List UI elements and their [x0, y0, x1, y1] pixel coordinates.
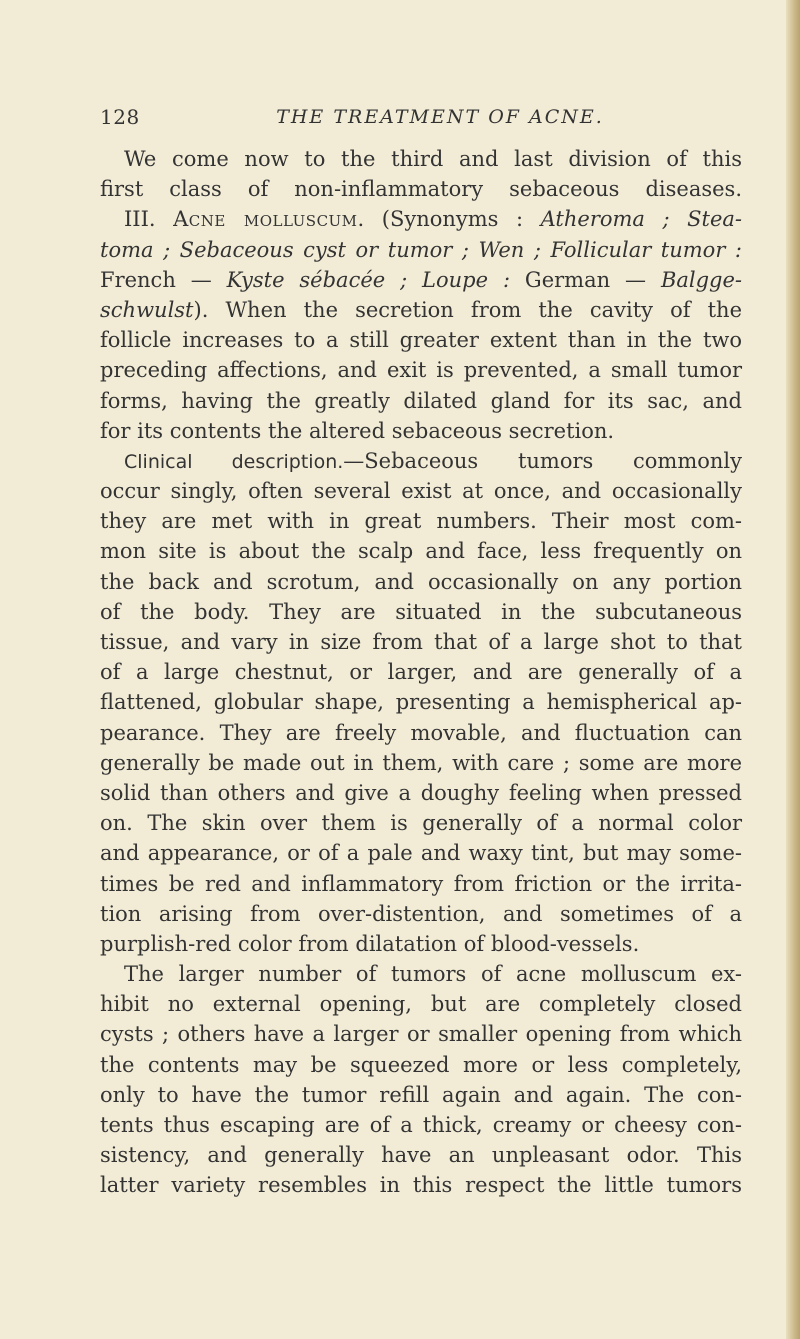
italic-text: Kyste sébacée ; Loupe : [226, 267, 511, 292]
text-line: of a large chestnut, or larger, and are generally of a [100, 660, 742, 685]
text-line: times be red and inflammatory from friction or the irrita- [100, 871, 742, 896]
body-text [100, 144, 742, 1201]
text-line: on. The skin over them is generally of a normal color [100, 811, 742, 836]
text-line: occur singly, often several exist at once, and occasionally [100, 479, 742, 504]
page-edge [786, 0, 800, 1339]
italic-text: toma ; Sebaceous cyst or tumor ; Wen ; Follicular tumor : [100, 237, 742, 262]
italic-text: Balgge- [660, 267, 743, 292]
running-head: THE TREATMENT OF ACNE. [276, 106, 604, 128]
italic-text: schwulst [100, 297, 194, 322]
text-line [100, 235, 742, 265]
text-line: tents thus escaping are of a thick, creamy or cheesy con- [100, 1113, 742, 1137]
text-line: follicle increases to a still greater extent than in the two [100, 328, 742, 353]
page-number: 128 [100, 105, 140, 129]
text-line [100, 204, 742, 234]
text-run: German — [510, 267, 661, 292]
text-line: mon site is about the scalp and face, less frequently on [100, 539, 742, 564]
text-line: hibit no external opening, but are completely closed [100, 992, 742, 1017]
text-line: sistency, and generally have an unpleasant odor. This [100, 1143, 742, 1168]
text-line: forms, having the greatly dilated gland for its sac, and [100, 388, 742, 413]
text-run: . (Synonyms : [357, 207, 541, 232]
section-heading: Clinical description. [124, 450, 344, 473]
text-line: flattened, globular shape, presenting a hemispherical ap- [100, 690, 742, 715]
text-line: tion arising from over-distention, and sometimes of a [100, 901, 742, 926]
term-small-caps: Acne molluscum [173, 207, 358, 232]
page-header [100, 105, 740, 135]
text-line: solid than others and give a doughy feeling when pressed [100, 780, 742, 805]
text-line: We come now to the third and last division of this [124, 147, 742, 171]
text-line: purplish-red color from dilatation of blood-vessels. [100, 931, 640, 956]
text-line: The larger number of tumors of acne molluscum ex- [124, 962, 742, 987]
text-run: ). When the secretion from the cavity of the [193, 297, 742, 322]
text-line: latter variety resembles in this respect the little tumors [100, 1173, 742, 1198]
text-line: the back and scrotum, and occasionally on any portion [100, 569, 742, 594]
text-line: preceding affections, and exit is prevented, a small tumor [100, 358, 742, 383]
text-line: cysts ; others have a larger or smaller opening from which [100, 1022, 742, 1047]
text-run: French — [100, 267, 227, 292]
text-line [100, 295, 742, 325]
text-line [100, 446, 742, 476]
text-line: for its contents the altered sebaceous secretion. [100, 418, 615, 443]
text-line: only to have the tumor refill again and again. The con- [100, 1082, 742, 1107]
text-line: pearance. They are freely movable, and fluctuation can [100, 720, 742, 745]
text-line: they are met with in great numbers. Their most com- [100, 509, 742, 534]
italic-text: Atheroma ; Stea- [540, 207, 742, 232]
text-line: first class of non-inflammatory sebaceous diseases. [100, 177, 742, 202]
text-run: —Sebaceous tumors commonly [343, 448, 742, 473]
text-line [100, 265, 742, 295]
text-line: and appearance, or of a pale and waxy tint, but may some- [100, 841, 742, 866]
text-line: of the body. They are situated in the subcutaneous [100, 599, 742, 624]
text-line: generally be made out in them, with care ; some are more [100, 750, 742, 775]
text-run: III. [124, 207, 174, 232]
text-line: the contents may be squeezed more or less completely, [100, 1052, 742, 1077]
text-line: tissue, and vary in size from that of a large shot to that [100, 630, 742, 654]
